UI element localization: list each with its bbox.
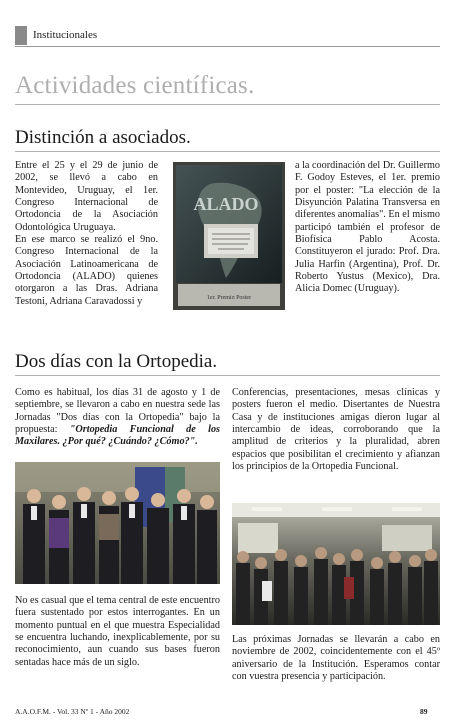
article1-paragraph: a la coordinación del Dr. Guillermo F. Godoy Esteves, el 1er. premio por el poster: "La elección de la Disyunción Palatina Transversa en diferentes anomalías". En el mismo participó también el profesor de Biofísica Pablo Acosta. Constituyeron el jurado: Prof. Dra. Julia Harfin (Argentina), Prof. Dr. Roberto Yustus (Mexico), Dra. Alicia Domec (Uruguay). — [295, 160, 440, 295]
header-divider — [15, 46, 440, 47]
article2-divider — [15, 375, 440, 376]
audience-photo — [232, 503, 440, 625]
section-tag-block — [15, 26, 27, 45]
article2-paragraph: No es casual que el tema central de este encuentro fuera sustentado por estos interrogantes. En un momento puntual en el que muestra Especialidad se encuentra luchando, inexplicablemente, por su reconocimiento, aun cuando sus bases fueron sentadas hace más de un siglo. — [15, 595, 220, 668]
article1-paragraph: En ese marco se realizó el 9no. Congreso Internacional de la Asociación Latinoamericana de Ortodoncia (ALADO) quienes otorgaron a las Dras. Adriana Testoni, Adriana Caravadossi y — [15, 234, 158, 307]
article1-left-column — [15, 160, 158, 308]
award-logo-text: ALADO — [193, 194, 259, 214]
group-photo — [15, 462, 220, 584]
journal-reference: A.A.O.F.M. - Vol. 33 Nº 1 - Año 2002 — [15, 707, 130, 716]
article1-title: Distinción a asociados. — [15, 127, 191, 148]
section-tag: Institucionales — [33, 29, 98, 41]
page-title: Actividades científicas. — [15, 72, 255, 99]
award-plaque-text: 1er. Premio Poster — [206, 295, 252, 301]
article2-paragraph: Conferencias, presentaciones, mesas clínicas y posters fueron el medio. Disertantes de Nuestra Casa y de instituciones amigas dieron lugar al intercambio de ideas, corroborando que la amplitud de criterios y la pluralidad, abren espacios que posibilitan el crecimiento y afianzan los principios de la Ortopedia Funcional. — [232, 387, 440, 473]
title-divider — [15, 104, 440, 105]
article1-divider — [15, 151, 440, 152]
article1-right-column — [295, 160, 440, 296]
article2-right-bottom — [232, 634, 440, 683]
article2-intro — [15, 387, 220, 449]
page-number: 89 — [420, 707, 428, 716]
article1-paragraph: Entre el 25 y el 29 de junio de 2002, se llevó a cabo en Montevideo, Uruguay, el 1er. Congreso Internacional de Ortodoncia de la Asociación Odontológica Uruguaya. — [15, 160, 158, 233]
article2-intro-text: Como es habitual, los días 31 de agosto y 1 de septiembre, se llevaron a cabo en nuestra sede las Jornadas "Dos días con la Ortopedia" bajo la propuesta: — [15, 387, 220, 436]
article2-right-top — [232, 387, 440, 473]
article2-intro-emphasis: "Ortopedia Funcional de los Maxilares. ¿Por qué? ¿Cuándo? ¿Cómo?". — [15, 424, 221, 448]
article2-title: Dos días con la Ortopedia. — [15, 351, 218, 372]
article2-paragraph: Las próximas Jornadas se llevarán a cabo en noviembre de 2002, coincidentemente con el 45º aniversario de la Institución. Esperamos contar con vuestra presencia y participación. — [232, 634, 440, 683]
award-trophy-image — [168, 162, 290, 310]
article2-left-bottom — [15, 595, 220, 669]
